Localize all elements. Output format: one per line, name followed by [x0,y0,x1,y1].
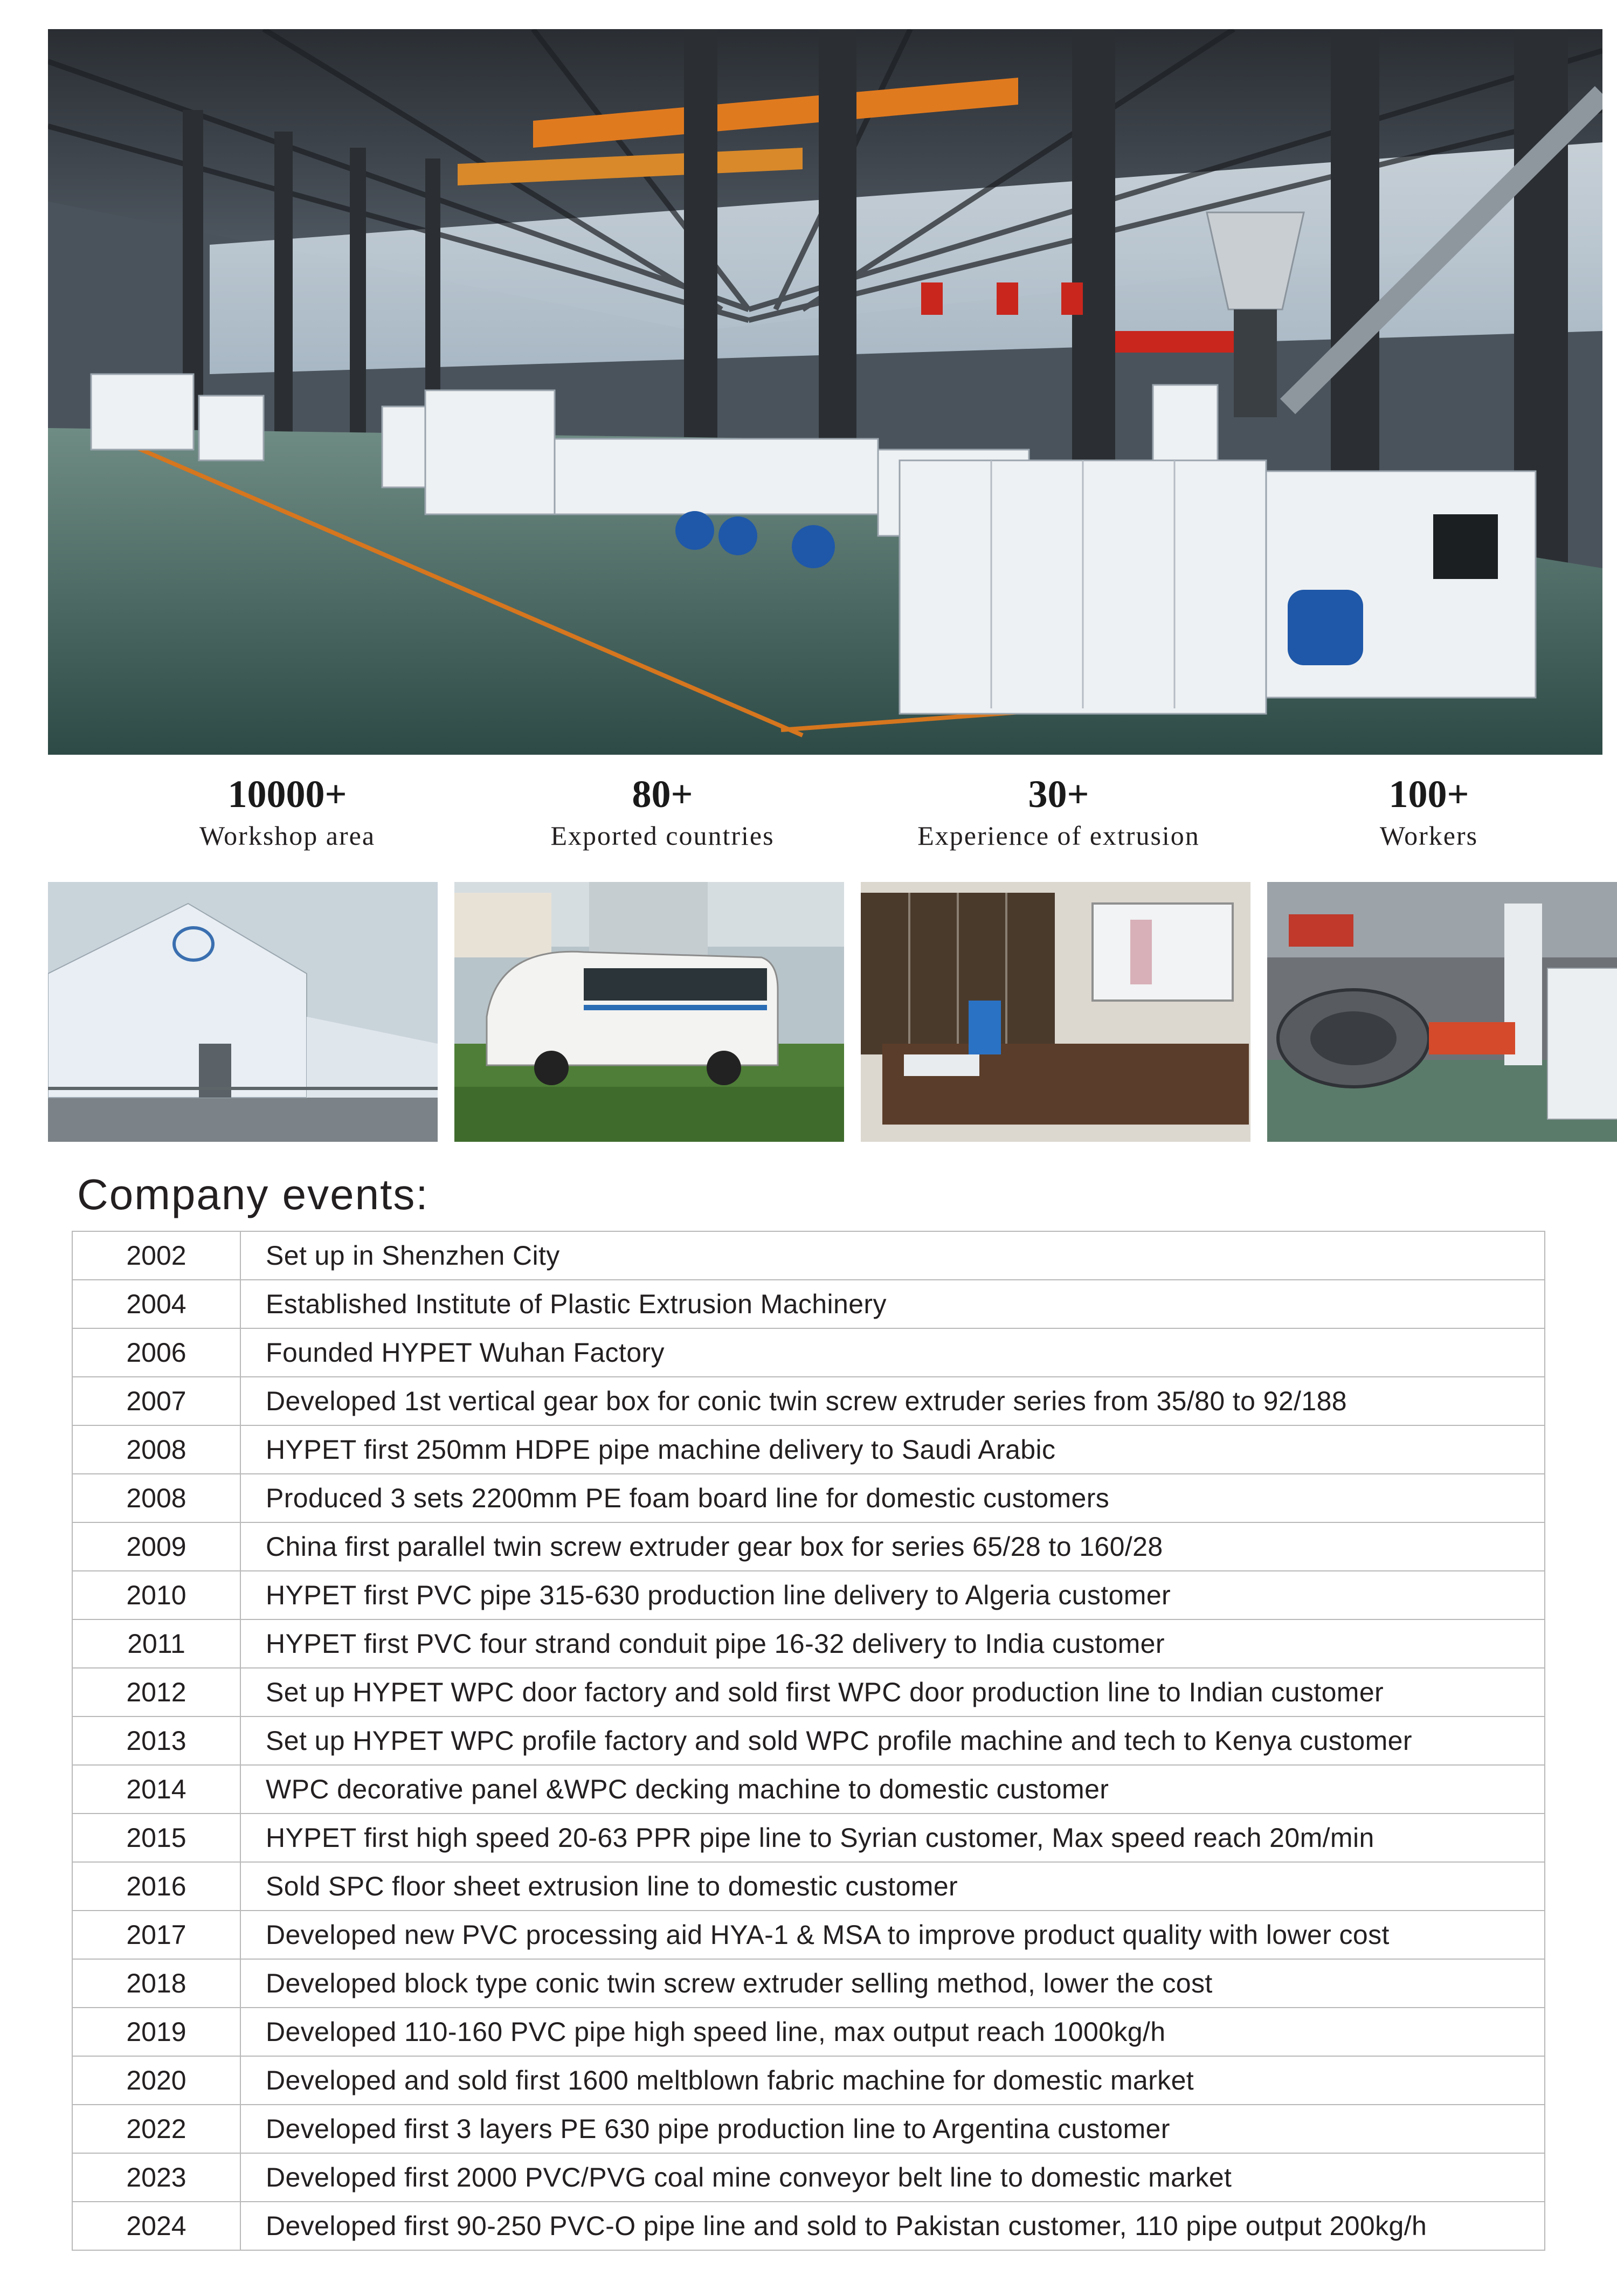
stat-label: Workshop area [199,821,376,851]
event-description: Developed first 90-250 PVC-O pipe line and sold to Pakistan customer, 110 pipe output 200kg/h [240,2202,1545,2250]
event-description: Developed first 3 layers PE 630 pipe production line to Argentina customer [240,2105,1545,2153]
event-year: 2012 [72,1668,240,1716]
stat-workshop-area [126,770,449,853]
table-row [72,1765,1545,1814]
table-row [72,1328,1545,1377]
factory-hall-photo [48,29,1602,755]
workshop-machines-photo [1267,882,1617,1142]
event-year: 2016 [72,1862,240,1911]
table-row [72,1668,1545,1716]
table-row [72,2105,1545,2153]
event-year: 2014 [72,1765,240,1814]
event-year: 2011 [72,1619,240,1668]
table-row [72,2153,1545,2202]
event-description: China first parallel twin screw extruder gear box for series 65/28 to 160/28 [240,1522,1545,1571]
stat-workers [1267,770,1591,853]
event-description: Set up HYPET WPC door factory and sold first WPC door production line to Indian customer [240,1668,1545,1716]
event-description: Developed 110-160 PVC pipe high speed line, max output reach 1000kg/h [240,2008,1545,2056]
table-row [72,1814,1545,1862]
event-description: Founded HYPET Wuhan Factory [240,1328,1545,1377]
table-row [72,1474,1545,1522]
table-row [72,1425,1545,1474]
table-row [72,1522,1545,1571]
table-row [72,1231,1545,1280]
event-year: 2022 [72,2105,240,2153]
table-row [72,1862,1545,1911]
stat-label: Experience of extrusion [917,821,1200,851]
event-year: 2008 [72,1425,240,1474]
event-year: 2020 [72,2056,240,2105]
table-row [72,2202,1545,2250]
factory-hall-illustration [48,29,1602,755]
table-row [72,2056,1545,2105]
table-row [72,1571,1545,1619]
event-description: HYPET first PVC four strand conduit pipe 16-32 delivery to India customer [240,1619,1545,1668]
table-row [72,1959,1545,2008]
events-table-body [72,1231,1545,2250]
stat-number: 30+ [1028,773,1089,816]
event-description: Developed 1st vertical gear box for conic twin screw extruder series from 35/80 to 92/188 [240,1377,1545,1425]
stat-label: Workers [1379,821,1478,851]
event-year: 2024 [72,2202,240,2250]
event-year: 2023 [72,2153,240,2202]
event-description: Developed new PVC processing aid HYA-1 & MSA to improve product quality with lower cost [240,1911,1545,1959]
company-stats [48,770,1602,861]
event-year: 2007 [72,1377,240,1425]
company-bus-photo [454,882,844,1142]
photo-gallery [48,882,1602,1142]
table-row [72,1377,1545,1425]
event-description: WPC decorative panel &WPC decking machine to domestic customer [240,1765,1545,1814]
stat-number: 10000+ [227,773,347,816]
event-description: Sold SPC floor sheet extrusion line to domestic customer [240,1862,1545,1911]
event-description: Set up in Shenzhen City [240,1231,1545,1280]
event-year: 2015 [72,1814,240,1862]
table-row [72,1280,1545,1328]
event-year: 2002 [72,1231,240,1280]
event-year: 2009 [72,1522,240,1571]
table-row [72,1911,1545,1959]
event-year: 2018 [72,1959,240,2008]
event-description: Set up HYPET WPC profile factory and sold WPC profile machine and tech to Kenya customer [240,1716,1545,1765]
event-year: 2019 [72,2008,240,2056]
stat-number: 80+ [632,773,693,816]
event-description: HYPET first PVC pipe 315-630 production line delivery to Algeria customer [240,1571,1545,1619]
stat-number: 100+ [1388,773,1469,816]
event-year: 2008 [72,1474,240,1522]
factory-building-photo [48,882,438,1142]
table-row [72,1716,1545,1765]
events-heading: Company events: [77,1170,429,1218]
events-table [72,1231,1545,2251]
event-description: Developed block type conic twin screw extruder selling method, lower the cost [240,1959,1545,2008]
table-row [72,2008,1545,2056]
event-description: HYPET first 250mm HDPE pipe machine delivery to Saudi Arabic [240,1425,1545,1474]
event-year: 2013 [72,1716,240,1765]
event-year: 2017 [72,1911,240,1959]
event-year: 2010 [72,1571,240,1619]
office-photo [861,882,1250,1142]
event-year: 2006 [72,1328,240,1377]
event-year: 2004 [72,1280,240,1328]
stat-experience [897,770,1220,853]
event-description: Established Institute of Plastic Extrusion Machinery [240,1280,1545,1328]
event-description: HYPET first high speed 20-63 PPR pipe line to Syrian customer, Max speed reach 20m/min [240,1814,1545,1862]
event-description: Produced 3 sets 2200mm PE foam board line for domestic customers [240,1474,1545,1522]
stat-label: Exported countries [550,821,775,851]
event-description: Developed and sold first 1600 meltblown fabric machine for domestic market [240,2056,1545,2105]
event-description: Developed first 2000 PVC/PVG coal mine conveyor belt line to domestic market [240,2153,1545,2202]
table-row [72,1619,1545,1668]
stat-exported-countries [501,770,824,853]
